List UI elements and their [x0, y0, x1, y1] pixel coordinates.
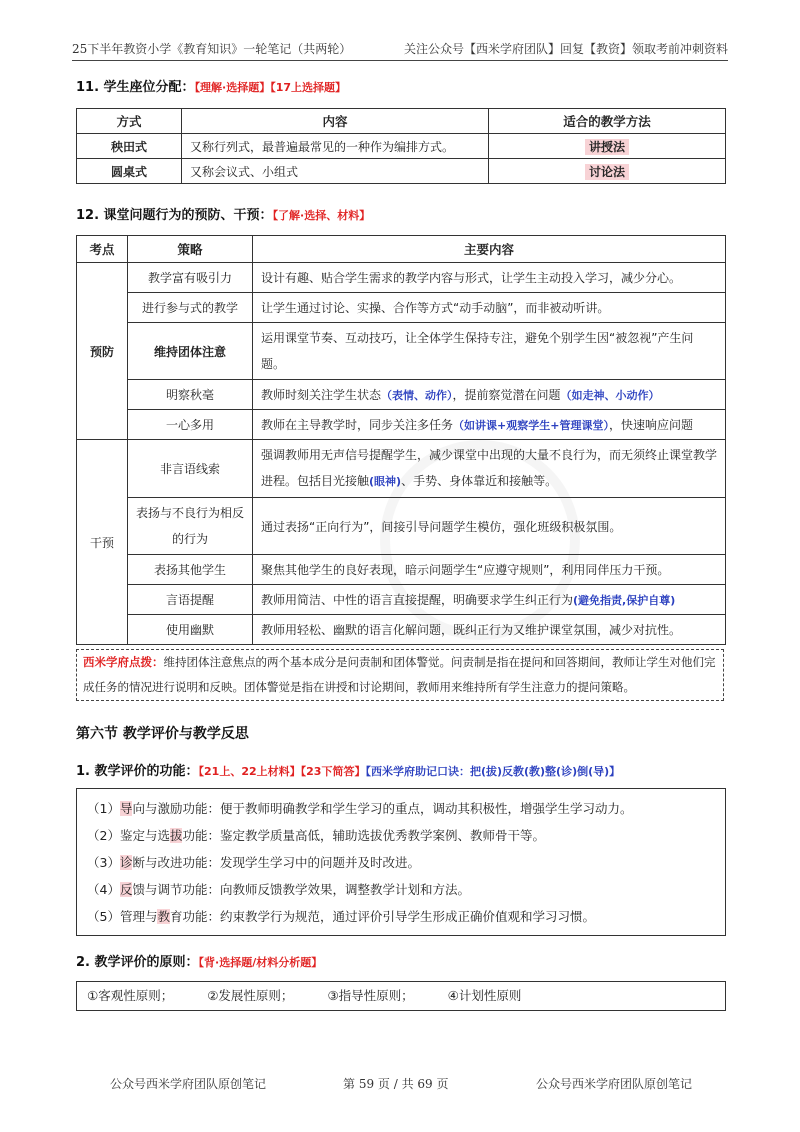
- table-row: [77, 498, 726, 555]
- seating-table: [76, 108, 726, 184]
- content-note: (眼神): [369, 475, 402, 488]
- content-text: 教师用简洁、中性的语言直接提醒，明确要求学生纠正行为: [261, 593, 574, 607]
- seating-content: 又称会议式、小组式: [182, 159, 489, 184]
- section-12-title: [76, 204, 370, 223]
- footer-right: 公众号西米学府团队原创笔记: [536, 1077, 693, 1091]
- item-num: （1）: [87, 801, 120, 816]
- table-row: [77, 555, 726, 585]
- section-11-tag-1: 【理解·选择题】: [194, 81, 271, 94]
- strategy-cell: 表扬与不良行为相反的行为: [128, 498, 253, 555]
- eval-function-tag-1: 【21上、22上材料】: [198, 765, 301, 778]
- eval-function-tag-2: 【23下简答】: [300, 765, 366, 778]
- content-cell: 聚焦其他学生的良好表现，暗示问题学生“应遵守规则”，利用同伴压力干预。: [253, 555, 726, 585]
- content-note: （表情、动作）: [381, 389, 453, 402]
- footer-left: 公众号西米学府团队原创笔记: [110, 1077, 267, 1091]
- eval-function-title-text: 1. 教学评价的功能：: [76, 764, 199, 779]
- item-pre: 鉴定与选: [119, 828, 170, 843]
- table-row: [77, 440, 726, 498]
- strategy-cell: 一心多用: [128, 410, 253, 440]
- item-mark: 导: [119, 801, 133, 816]
- content-note: （如讲课+观察学生+管理课堂）: [453, 419, 609, 432]
- content-cell: 通过表扬“正向行为”，间接引导问题学生模仿，强化班级积极氛围。: [253, 498, 726, 555]
- strategy-cell: 使用幽默: [128, 615, 253, 645]
- item-text: 育功能：约束教学行为规范，通过评价引导学生形成正确价值观和学习习惯。: [169, 909, 595, 924]
- strategy-cell: 非言语线索: [128, 440, 253, 498]
- item-text: 馈与调节功能：向教师反馈教学效果，调整教学计划和方法。: [132, 882, 470, 897]
- page-number: 第 59 页 / 共 69 页: [343, 1077, 449, 1091]
- strategy-cell: 明察秋毫: [128, 380, 253, 410]
- eval-principle-title: [76, 951, 322, 970]
- col-header-mode: 方式: [77, 109, 182, 134]
- list-item: [87, 822, 715, 849]
- table-row: [77, 410, 726, 440]
- item-text: 向与激励功能：便于教师明确教学和学生学习的重点，调动其积极性，增强学生学习动力。: [132, 801, 633, 816]
- eval-function-box: [76, 788, 726, 936]
- col-header-method: 适合的教学方法: [489, 109, 726, 134]
- strategy-cell: 进行参与式的教学: [128, 293, 253, 323]
- content-cell: 让学生通过讨论、实操、合作等方式“动手动脑”，而非被动听讲。: [253, 293, 726, 323]
- principle-item: ①客观性原则；: [87, 988, 174, 1003]
- tip-box: [76, 649, 724, 701]
- strategy-cell: 教学富有吸引力: [128, 263, 253, 293]
- item-num: （2）: [87, 828, 120, 843]
- eval-function-tag-3: 【西米学府助记口诀：把(拔)反教(教)整(诊)倒(导)】: [365, 765, 621, 778]
- list-item: [87, 876, 715, 903]
- section-11-title: [76, 76, 346, 95]
- item-mark: 拔: [169, 828, 183, 843]
- content-cell: [253, 585, 726, 615]
- content-text: ，提前察觉潜在问题: [452, 388, 561, 402]
- list-item: [87, 849, 715, 876]
- seating-method-cell: [489, 159, 726, 184]
- table-row: [77, 380, 726, 410]
- col-header-point: 考点: [77, 236, 128, 263]
- content-cell: [253, 440, 726, 498]
- item-mark: 教: [157, 909, 170, 924]
- table-row: [77, 585, 726, 615]
- item-mark: 诊: [119, 855, 133, 870]
- table-row: [77, 134, 726, 159]
- item-text: 功能：鉴定教学质量高低，辅助选拔优秀教学案例、教师骨干等。: [182, 828, 545, 843]
- item-num: （3）: [87, 855, 120, 870]
- principle-item: ④计划性原则: [447, 988, 522, 1003]
- table-header-row: [77, 236, 726, 263]
- col-header-content: 内容: [182, 109, 489, 134]
- section-12-tag: 【了解·选择、材料】: [272, 209, 371, 222]
- header-left-text: 25下半年教资小学《教育知识》一轮笔记（共两轮）: [72, 42, 352, 56]
- strategy-cell: 维持团体注意: [128, 323, 253, 380]
- content-text: 教师时刻关注学生状态: [261, 388, 382, 402]
- content-text: 教师在主导教学时，同步关注多任务: [261, 418, 454, 432]
- section-6-heading: 第六节 教学评价与教学反思: [76, 726, 249, 742]
- item-num: （5）: [87, 909, 120, 924]
- table-row: [77, 293, 726, 323]
- section-11-tag-2: 【17上选择题】: [270, 81, 347, 94]
- content-text: 强调教师用无声信号提醒学生，减少课堂中出现的大量不良行为，而无须终止课堂教学进程。包括目光接触: [261, 448, 718, 488]
- content-note: （如走神、小动作）: [560, 389, 660, 402]
- section-11-title-text: 11. 学生座位分配：: [76, 80, 195, 95]
- col-header-main: 主要内容: [253, 236, 726, 263]
- principle-item: ②发展性原则；: [207, 988, 294, 1003]
- header-right-text: 关注公众号【西米学府团队】回复【教资】领取考前冲刺资料: [403, 42, 728, 56]
- item-mark: 反: [119, 882, 133, 897]
- table-header-row: [77, 109, 726, 134]
- seating-method: 讲授法: [585, 139, 629, 155]
- category-prevent: 预防: [77, 263, 128, 440]
- eval-principle-title-text: 2. 教学评价的原则：: [76, 955, 199, 970]
- eval-principle-tag: 【背·选择题/材料分析题】: [198, 956, 323, 969]
- content-note: (避免指责,保护自尊): [573, 594, 676, 607]
- item-text: 断与改进功能：发现学生学习中的问题并及时改进。: [132, 855, 420, 870]
- seating-method: 讨论法: [585, 164, 629, 180]
- tip-lead: 西米学府点拨：: [83, 655, 164, 669]
- col-header-strategy: 策略: [128, 236, 253, 263]
- content-cell: 运用课堂节奏、互动技巧，让全体学生保持专注，避免个别学生因“被忽视”产生问题。: [253, 323, 726, 380]
- principle-item: ③指导性原则；: [327, 988, 414, 1003]
- content-cell: 设计有趣、贴合学生需求的教学内容与形式，让学生主动投入学习，减少分心。: [253, 263, 726, 293]
- content-text: ，快速响应问题: [608, 418, 693, 432]
- table-row: [77, 323, 726, 380]
- page-header: [72, 38, 728, 61]
- content-cell: [253, 380, 726, 410]
- seating-mode: 圆桌式: [77, 159, 182, 184]
- strategy-cell: 表扬其他学生: [128, 555, 253, 585]
- seating-method-cell: [489, 134, 726, 159]
- seating-mode: 秧田式: [77, 134, 182, 159]
- seating-content: 又称行列式，最普遍最常见的一种作为编排方式。: [182, 134, 489, 159]
- table-row: [77, 159, 726, 184]
- table-row: [77, 263, 726, 293]
- content-text: 、手势、身体靠近和接触等。: [401, 474, 558, 488]
- strategy-cell: 言语提醒: [128, 585, 253, 615]
- tip-text: 维持团体注意焦点的两个基本成分是问责制和团体警觉。问责制是指在提问和回答期间，教师让学生对他们完成任务的情况进行说明和反映。团体警觉是指在讲授和讨论期间，教师用来维持所有学生注意力的提问策略。: [83, 655, 716, 694]
- section-12-title-text: 12. 课堂问题行为的预防、干预：: [76, 208, 273, 223]
- list-item: [87, 795, 715, 822]
- list-item: [87, 903, 715, 930]
- content-cell: [253, 410, 726, 440]
- category-intervene: 干预: [77, 440, 128, 645]
- eval-function-title: [76, 760, 620, 779]
- eval-principle-box: [76, 981, 726, 1011]
- table-row: [77, 615, 726, 645]
- behavior-table: [76, 235, 726, 645]
- item-pre: 管理与: [119, 909, 158, 924]
- item-num: （4）: [87, 882, 120, 897]
- content-cell: 教师用轻松、幽默的语言化解问题，既纠正行为又维护课堂氛围，减少对抗性。: [253, 615, 726, 645]
